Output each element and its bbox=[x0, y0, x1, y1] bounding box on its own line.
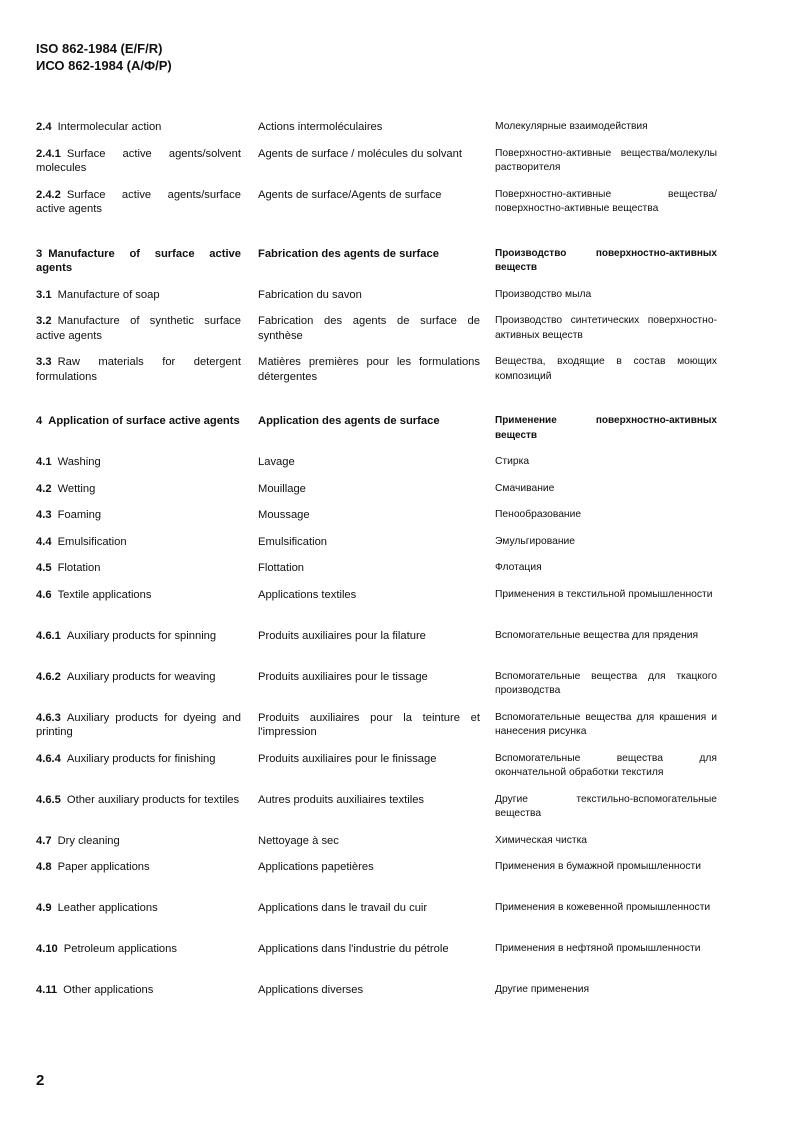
term-english-text: Other auxiliary products for textiles bbox=[66, 793, 240, 806]
term-english-text: Application of surface active agents bbox=[48, 415, 240, 427]
document-header bbox=[36, 40, 172, 74]
term-french: Applications dans le travail du cuir bbox=[258, 902, 428, 914]
term-french: Applications diverses bbox=[258, 984, 364, 996]
term-entry bbox=[36, 670, 726, 699]
term-number: 4.10 bbox=[36, 943, 58, 955]
term-russian: Поверхностно-активные вещества/молекулы растворителя bbox=[495, 147, 717, 173]
term-english bbox=[36, 860, 241, 875]
term-english bbox=[36, 670, 241, 685]
term-russian: Пенообразование bbox=[495, 509, 582, 520]
term-english bbox=[36, 942, 241, 957]
term-french: Produits auxiliaires pour la filature bbox=[258, 629, 426, 642]
term-english bbox=[36, 793, 241, 808]
term-russian: Эмульгирование bbox=[495, 535, 575, 547]
term-french: Applications papetières bbox=[258, 861, 374, 873]
term-entry bbox=[36, 314, 726, 343]
term-french: Produits auxiliaires pour la teinture et l'impression bbox=[258, 711, 480, 738]
term-english-text: Foaming bbox=[57, 509, 102, 521]
term-number: 4.4 bbox=[36, 535, 52, 548]
term-number: 3.1 bbox=[36, 288, 52, 301]
term-english-text: Intermolecular action bbox=[57, 121, 162, 133]
term-russian: Смачивание bbox=[495, 482, 555, 494]
term-russian: Вспомогательные вещества для ткацкого производства bbox=[495, 670, 717, 696]
term-entry bbox=[36, 455, 726, 470]
term-russian: Вспомогательные вещества для прядения bbox=[495, 629, 699, 641]
term-russian: Флотация bbox=[495, 562, 542, 573]
term-english-text: Flotation bbox=[57, 562, 101, 574]
term-russian: Производство синтетических поверхностно-активных веществ bbox=[495, 315, 717, 341]
term-entry bbox=[36, 834, 726, 849]
page-number: 2 bbox=[36, 1072, 45, 1089]
term-entry bbox=[36, 120, 726, 135]
term-russian: Применения в текстильной промышленности bbox=[495, 588, 713, 600]
term-russian: Другие применения bbox=[495, 984, 590, 995]
term-russian: Производство мыла bbox=[495, 288, 592, 300]
term-number: 4.8 bbox=[36, 861, 52, 873]
term-entry bbox=[36, 288, 726, 303]
term-russian: Производство поверхностно-активных веществ bbox=[495, 247, 717, 273]
term-number: 4.5 bbox=[36, 562, 52, 574]
term-english-text: Auxiliary products for spinning bbox=[66, 629, 217, 642]
term-french: Flottation bbox=[258, 562, 305, 574]
term-french: Applications textiles bbox=[258, 588, 357, 601]
term-english bbox=[36, 455, 241, 470]
term-entry bbox=[36, 482, 726, 497]
term-entry bbox=[36, 901, 726, 930]
term-english-text: Paper applications bbox=[57, 861, 150, 873]
term-english bbox=[36, 711, 241, 740]
term-entry bbox=[36, 561, 726, 576]
term-number: 4.6.2 bbox=[36, 670, 61, 683]
term-english-text: Manufacture of synthetic surface active agents bbox=[36, 315, 241, 342]
term-french: Produits auxiliaires pour le tissage bbox=[258, 670, 428, 683]
term-french: Fabrication du savon bbox=[258, 288, 362, 301]
term-english bbox=[36, 752, 241, 767]
term-entry bbox=[36, 508, 726, 523]
term-entry bbox=[36, 588, 726, 617]
term-number: 4.6.5 bbox=[36, 793, 61, 806]
term-french: Fabrication des agents de surface bbox=[258, 247, 439, 260]
term-english-text: Other applications bbox=[63, 984, 154, 996]
term-english-text: Petroleum applications bbox=[63, 943, 177, 955]
term-english-text: Auxiliary products for weaving bbox=[66, 670, 216, 683]
term-english bbox=[36, 901, 241, 916]
term-entry bbox=[36, 983, 726, 998]
term-english-text: Dry cleaning bbox=[57, 834, 120, 847]
term-english-text: Surface active agents/solvent molecules bbox=[36, 147, 241, 174]
term-entry bbox=[36, 711, 726, 740]
term-english bbox=[36, 629, 241, 644]
term-number: 3 bbox=[36, 247, 43, 260]
term-english-text: Manufacture of soap bbox=[57, 288, 160, 301]
term-english bbox=[36, 120, 241, 135]
term-french: Produits auxiliaires pour le finissage bbox=[258, 752, 437, 765]
term-english bbox=[36, 983, 241, 998]
term-entry bbox=[36, 188, 726, 217]
term-number: 4.3 bbox=[36, 509, 52, 521]
term-entry bbox=[36, 752, 726, 781]
term-english bbox=[36, 314, 241, 343]
term-number: 4.2 bbox=[36, 482, 52, 495]
term-russian: Вещества, входящие в состав моющих композиций bbox=[495, 356, 717, 382]
section-heading bbox=[36, 414, 726, 443]
term-russian: Вспомогательные вещества для крашения и нанесения рисунка bbox=[495, 711, 717, 737]
term-number: 4.6.3 bbox=[36, 711, 61, 724]
term-number: 4.6.4 bbox=[36, 752, 61, 765]
term-french: Application des agents de surface bbox=[258, 415, 440, 427]
term-russian: Применения в нефтяной промышленности bbox=[495, 943, 701, 954]
term-english bbox=[36, 247, 241, 276]
term-russian: Вспомогательные вещества для окончательной обработки текстиля bbox=[495, 752, 717, 778]
standard-designation-cyrillic: ИСО 862-1984 (А/Ф/Р) bbox=[36, 58, 172, 73]
term-english-text: Raw materials for detergent formulations bbox=[36, 356, 241, 383]
term-russian: Применения в кожевенной промышленности bbox=[495, 902, 711, 913]
term-number: 2.4.2 bbox=[36, 188, 61, 201]
term-english bbox=[36, 834, 241, 849]
term-french: Fabrication des agents de surface de synthèse bbox=[258, 315, 480, 342]
term-number: 2.4.1 bbox=[36, 147, 61, 160]
terms-list bbox=[36, 120, 726, 1010]
term-english bbox=[36, 482, 241, 497]
term-french: Agents de surface/Agents de surface bbox=[258, 188, 442, 201]
term-number: 4.7 bbox=[36, 834, 52, 847]
term-english-text: Wetting bbox=[57, 482, 96, 495]
term-entry bbox=[36, 793, 726, 822]
term-number: 3.3 bbox=[36, 356, 52, 368]
term-russian: Применение поверхностно-активных веществ bbox=[495, 415, 717, 441]
term-number: 2.4 bbox=[36, 121, 52, 133]
term-entry bbox=[36, 629, 726, 658]
term-entry bbox=[36, 355, 726, 384]
term-entry bbox=[36, 535, 726, 550]
term-french: Emulsification bbox=[258, 535, 328, 548]
term-english bbox=[36, 288, 241, 303]
term-number: 4.6 bbox=[36, 588, 52, 601]
term-english bbox=[36, 188, 241, 217]
term-english bbox=[36, 355, 241, 384]
term-english bbox=[36, 588, 241, 603]
term-entry bbox=[36, 942, 726, 971]
term-french: Agents de surface / molécules du solvant bbox=[258, 147, 462, 160]
section-heading bbox=[36, 247, 726, 276]
term-russian: Другие текстильно-вспомогательные вещества bbox=[495, 793, 717, 819]
term-french: Mouillage bbox=[258, 482, 306, 495]
term-russian: Поверхностно-активные вещества/поверхностно-активные вещества bbox=[495, 188, 717, 214]
term-french: Applications dans l'industrie du pétrole bbox=[258, 943, 449, 955]
term-number: 3.2 bbox=[36, 315, 52, 327]
term-english-text: Washing bbox=[57, 456, 101, 468]
term-entry bbox=[36, 147, 726, 176]
term-number: 4.9 bbox=[36, 902, 52, 914]
term-russian: Применения в бумажной промышленности bbox=[495, 861, 701, 872]
term-russian: Молекулярные взаимодействия bbox=[495, 121, 648, 132]
term-english bbox=[36, 508, 241, 523]
term-french: Autres produits auxiliaires textiles bbox=[258, 793, 425, 806]
term-english bbox=[36, 561, 241, 576]
term-russian: Стирка bbox=[495, 456, 530, 467]
term-entry bbox=[36, 860, 726, 889]
term-english-text: Textile applications bbox=[57, 588, 152, 601]
term-english bbox=[36, 535, 241, 550]
term-english-text: Auxiliary products for finishing bbox=[66, 752, 216, 765]
term-english-text: Emulsification bbox=[57, 535, 127, 548]
term-french: Matières premières pour les formulations détergentes bbox=[258, 356, 480, 383]
term-number: 4.1 bbox=[36, 456, 52, 468]
term-number: 4 bbox=[36, 415, 43, 427]
term-french: Actions intermoléculaires bbox=[258, 121, 383, 133]
term-english-text: Leather applications bbox=[57, 902, 158, 914]
standard-designation-latin: ISO 862-1984 (E/F/R) bbox=[36, 41, 163, 56]
term-russian: Химическая чистка bbox=[495, 834, 588, 846]
term-number: 4.6.1 bbox=[36, 629, 61, 642]
term-english bbox=[36, 147, 241, 176]
term-english-text: Auxiliary products for dyeing and printing bbox=[36, 711, 241, 738]
term-english-text: Surface active agents/surface active agents bbox=[36, 188, 241, 215]
term-french: Nettoyage à sec bbox=[258, 834, 339, 847]
term-french: Lavage bbox=[258, 456, 295, 468]
term-french: Moussage bbox=[258, 509, 310, 521]
term-number: 4.11 bbox=[36, 984, 58, 996]
term-english bbox=[36, 414, 241, 429]
term-english-text: Manufacture of surface active agents bbox=[36, 247, 241, 274]
